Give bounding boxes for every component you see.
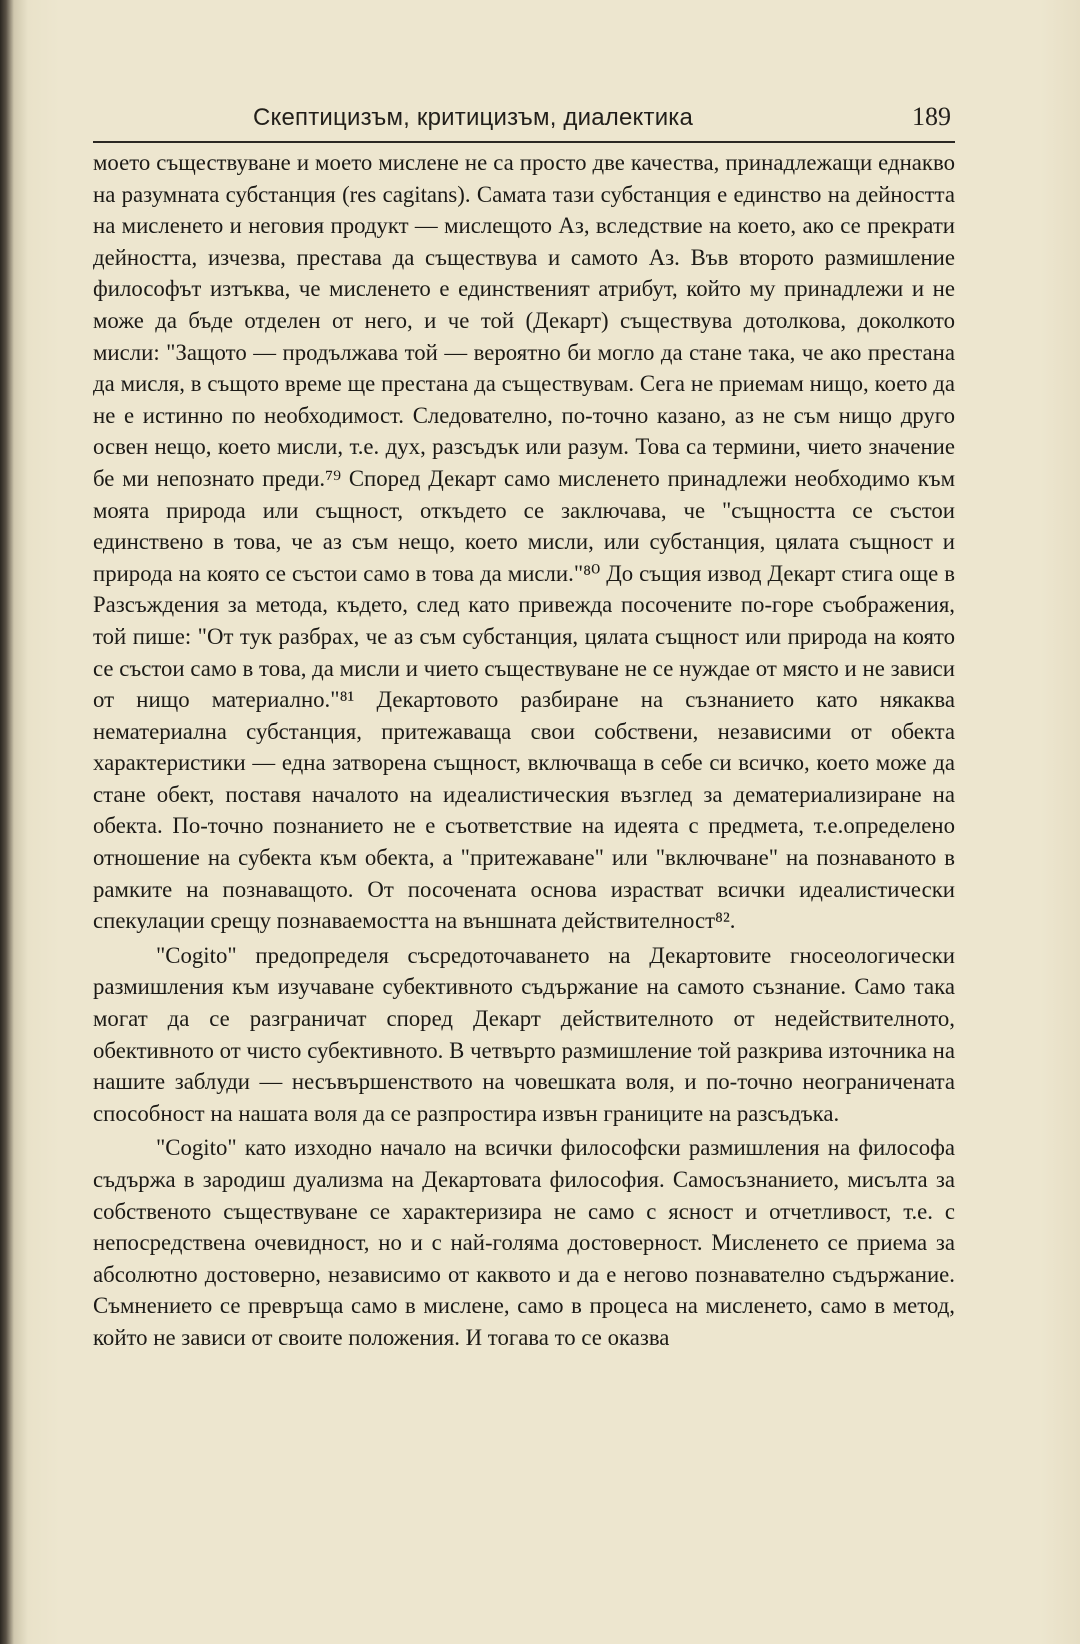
page-number: 189 <box>912 102 951 131</box>
paragraph-continued: моето съществуване и моето мислене не са просто две качества, принадлежащи еднакво на разумната субстанция (res cagitans). Самата тази субстанция е единство на дейността на мисленето и неговия продукт — мислещото Аз, вследствие на което, ако се прекрати дейността, изчезва, престава да съществува и самото Аз. Във второто размишление философът изтъква, че мисленето е единственият атрибут, който му принадлежи и не може да бъде отделен от него, и че той (Декарт) съществува дотолкова, доколкото мисли: "Защото — продължава той — вероятно би могло да стане така, че ако престана да мисля, в същото време ще престана да съществувам. Сега не приемам нищо, което да не е истинно по необходимост. Следователно, по-точно казано, аз не съм нищо друго освен нещо, което мисли, т.е. дух, разсъдък или разум. Това са термини, чието значение бе ми непознато преди.⁷⁹ Според Декарт само мисленето принадлежи необходимо към моята природа или същност, откъдето се заключава, че "същността се състои единствено в това, че аз съм нещо, което мисли, или субстанция, цялата същност и природа на която се състои само в това да мисли."⁸⁰ До същия извод Декарт стига още в Разсъждения за метода, където, след като привежда посочените по-горе съображения, той пише: "От тук разбрах, че аз съм субстанция, цялата същност или природа на която се състои само в това, да мисли и чието съществуване не се нуждае от място и не зависи от нищо материално."⁸¹ Декартовото разбиране на съзнанието като някаква нематериална субстанция, притежаваща свои собствени, независими от обекта характеристики — една затворена същност, включваща в себе си всичко, което може да стане обект, поставя началото на идеалистическия възглед за дематериализиране на обекта. По-точно познанието не е съответствие на идеята с предмета, т.е.определено отношение на субекта към обекта, а "притежаване" или "включване" на познаваното в рамките на познаващото. От посочената основа израстват всички идеалистически спекулации срещу познаваемостта на външната действителност⁸². <box>93 150 955 934</box>
running-title: Скептицизъм, критицизъм, диалектика <box>253 104 694 131</box>
page-header <box>93 96 955 136</box>
paragraph-cogito-1: "Cogito" предопределя съсредоточаването на Декартовите гносеологически размишления към изучаване субективното съдържание на самото съзнание. Само така могат да се разграничат според Декарт действителното от недействителното, обективното от чисто субективното. В четвърто размишление той разкрива източника на нашите заблуди — несъвършенството на човешката воля, и по-точно неограничената способност на нашата воля да се разпростира извън границите на разсъдъка. <box>93 942 955 1126</box>
body-text <box>93 147 955 1354</box>
paragraph-cogito-2: "Cogito" като изходно начало на всички философски размишления на философа съдържа в зародиш дуализма на Декартовата философия. Самосъзнанието, мисълта за собственото съществуване се характеризира не само с ясност и отчетливост, т.е. с непосредствена очевидност, но и с най-голяма достоверност. Мисленето се приема за абсолютно достоверно, независимо от каквото и да е негово познавателно съдържание. Съмнението се превръща само в мислене, само в процеса на мисленето, само в метод, който не зависи от своите положения. И тогава то се оказва <box>93 1135 955 1350</box>
header-rule <box>93 141 955 143</box>
